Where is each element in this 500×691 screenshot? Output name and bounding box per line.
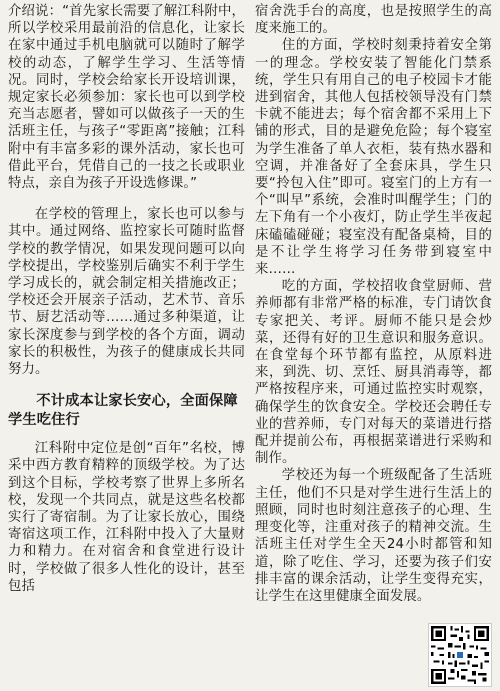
qr-code-icon (428, 623, 492, 687)
paragraph-school-management: 在学校的管理上，家长也可以参与其中。通过网络、监控家长可随时监督学校的教学情况，如果发现问题可以向学校提出，学校鉴别后确实不利于学生学习成长的，就会制定相关措施改正；学校还会开展亲子活动，艺术节、音乐节、厨艺活动等……通过多种渠道，让家长深度参与到学校的各个方面，调动家长的积极性，为孩子的健康成长共同努力。 (8, 207, 245, 378)
paragraph-boarding: 江科附中定位是创“百年”名校，博采中西方教育精粹的顶级学校。为了达到这个目标，学校考察了世界上多所名校，发现一个共同点，就是这些名校都实行了寄宿制。为了让家长放心，围绕寄宿这项工作，江科附中投入了大量财力和精力。在对宿舍和食堂进行设计时，学校做了很多人性化的设计，甚至包括 (8, 441, 245, 594)
left-column (8, 3, 245, 691)
paragraph-dormitory-safety: 住的方面，学校时刻秉持着安全第一的理念。学校安装了智能化门禁系统，学生只有用自己的电子校园卡才能进到宿舍，其他人包括校领导没有门禁卡就不能进去；每个宿舍都不采用上下铺的形式，目的是避免危险；每个寝室为学生准备了单人衣柜，装有热水器和空调，并准备好了全套床具，学生只要“拎包入住”即可。寝室门的上方有一个“叫早”系统，会准时叫醒学生；门的左下角有一个小夜灯，防止学生半夜起床磕磕碰碰；寝室没有配备桌椅，目的是不让学生将学习任务带到寝室中来…… (255, 38, 492, 278)
paragraph-parent-training: 介绍说：“首先家长需要了解江科附中，所以学校采用最前沿的信息化，让家长在家中通过手机电脑就可以随时了解学校的动态，了解学生学习、生活等情况。同时，学校会给家长开设培训课，规定家长必须参加：家长也可以到学校充当志愿者，譬如可以做孩子一天的生活班主任，与孩子“零距离”接触；江科附中有丰富多彩的课外活动，家长也可借此平台，凭借自己的一技之长或职业特点，亲自为孩子开设选修课。” (8, 4, 245, 192)
paragraph-life-teacher: 学校还为每一个班级配备了生活班主任，他们不只是对学生进行生活上的照顾，同时也时刻注意孩子的心理、生理变化等，注重对孩子的精神交流。生活班主任对学生全天24小时都管和知道，除了吃住、学习，还要为孩子们安排丰富的课余活动，让学生变得充实，让学生在这里健康全面发展。 (255, 468, 492, 604)
paragraph-canteen: 吃的方面，学校招收食堂厨师、营养师都有非常严格的标准，专门请饮食专家把关、考评。厨师不能只是会炒菜，还得有好的卫生意识和服务意识。在食堂每个环节都有监控，从原料进来，到洗、切、烹饪、厨具消毒等，都严格按程序来，可通过监控实时观察，确保学生的饮食安全。学校还会聘任专业的营养师，专门对每天的菜谱进行搭配并提前公布，再根据菜谱进行采购和制作。 (255, 279, 492, 467)
qr-code-graphic (429, 624, 491, 686)
section-heading: 不计成本让家长安心，全面保障学生吃住行 (8, 393, 238, 429)
right-column (255, 3, 492, 691)
paragraph-sink-height: 宿舍洗手台的高度，也是按照学生的高度来施工的。 (255, 4, 492, 37)
